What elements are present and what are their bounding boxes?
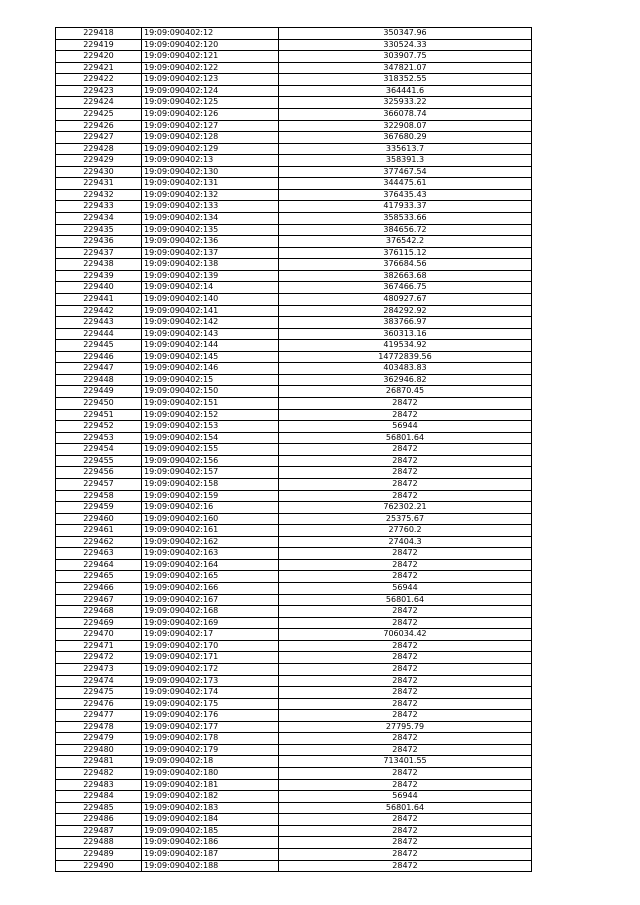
value-cell: 358533.66 <box>279 213 532 225</box>
row-number-cell: 229469 <box>56 617 142 629</box>
cadastral-number-cell: 19:09:090402:129 <box>142 143 279 155</box>
value-cell: 347821.07 <box>279 62 532 74</box>
value-cell: 28472 <box>279 640 532 652</box>
row-number-cell: 229488 <box>56 837 142 849</box>
cadastral-number-cell: 19:09:090402:166 <box>142 583 279 595</box>
row-number-cell: 229467 <box>56 594 142 606</box>
cadastral-number-cell: 19:09:090402:14 <box>142 282 279 294</box>
cadastral-number-cell: 19:09:090402:134 <box>142 213 279 225</box>
row-number-cell: 229436 <box>56 236 142 248</box>
table-row <box>56 768 532 780</box>
table-row <box>56 201 532 213</box>
value-cell: 14772839.56 <box>279 351 532 363</box>
row-number-cell: 229439 <box>56 270 142 282</box>
table-row <box>56 548 532 560</box>
table-row <box>56 710 532 722</box>
table-row <box>56 791 532 803</box>
value-cell: 762302.21 <box>279 502 532 514</box>
cadastral-number-cell: 19:09:090402:170 <box>142 640 279 652</box>
value-cell: 417933.37 <box>279 201 532 213</box>
table-row <box>56 848 532 860</box>
table-row <box>56 559 532 571</box>
cadastral-number-cell: 19:09:090402:121 <box>142 51 279 63</box>
cadastral-number-cell: 19:09:090402:163 <box>142 548 279 560</box>
value-cell: 303907.75 <box>279 51 532 63</box>
value-cell: 27760.2 <box>279 525 532 537</box>
cadastral-number-cell: 19:09:090402:150 <box>142 386 279 398</box>
value-cell: 335613.7 <box>279 143 532 155</box>
row-number-cell: 229482 <box>56 768 142 780</box>
value-cell: 376542.2 <box>279 236 532 248</box>
table-row <box>56 398 532 410</box>
value-cell: 28472 <box>279 848 532 860</box>
cadastral-number-cell: 19:09:090402:172 <box>142 663 279 675</box>
row-number-cell: 229456 <box>56 467 142 479</box>
cadastral-number-cell: 19:09:090402:153 <box>142 421 279 433</box>
value-cell: 713401.55 <box>279 756 532 768</box>
value-cell: 376115.12 <box>279 247 532 259</box>
row-number-cell: 229462 <box>56 536 142 548</box>
table-row <box>56 837 532 849</box>
table-row <box>56 39 532 51</box>
row-number-cell: 229463 <box>56 548 142 560</box>
cadastral-number-cell: 19:09:090402:167 <box>142 594 279 606</box>
table-row <box>56 120 532 132</box>
cadastral-number-cell: 19:09:090402:12 <box>142 28 279 40</box>
cadastral-number-cell: 19:09:090402:135 <box>142 224 279 236</box>
row-number-cell: 229440 <box>56 282 142 294</box>
cadastral-value-table <box>55 27 532 872</box>
cadastral-number-cell: 19:09:090402:178 <box>142 733 279 745</box>
table-row <box>56 432 532 444</box>
cadastral-number-cell: 19:09:090402:182 <box>142 791 279 803</box>
row-number-cell: 229428 <box>56 143 142 155</box>
value-cell: 322908.07 <box>279 120 532 132</box>
cadastral-number-cell: 19:09:090402:188 <box>142 860 279 872</box>
table-row <box>56 340 532 352</box>
table-row <box>56 363 532 375</box>
cadastral-number-cell: 19:09:090402:132 <box>142 189 279 201</box>
row-number-cell: 229490 <box>56 860 142 872</box>
table-row <box>56 374 532 386</box>
row-number-cell: 229445 <box>56 340 142 352</box>
value-cell: 419534.92 <box>279 340 532 352</box>
cadastral-number-cell: 19:09:090402:17 <box>142 629 279 641</box>
table-row <box>56 698 532 710</box>
cadastral-number-cell: 19:09:090402:120 <box>142 39 279 51</box>
value-cell: 56944 <box>279 791 532 803</box>
table-row <box>56 293 532 305</box>
row-number-cell: 229421 <box>56 62 142 74</box>
table-row <box>56 455 532 467</box>
value-cell: 28472 <box>279 744 532 756</box>
cadastral-number-cell: 19:09:090402:174 <box>142 687 279 699</box>
table-row <box>56 825 532 837</box>
cadastral-number-cell: 19:09:090402:186 <box>142 837 279 849</box>
value-cell: 350347.96 <box>279 28 532 40</box>
table-row <box>56 28 532 40</box>
row-number-cell: 229442 <box>56 305 142 317</box>
value-cell: 284292.92 <box>279 305 532 317</box>
row-number-cell: 229458 <box>56 490 142 502</box>
row-number-cell: 229485 <box>56 802 142 814</box>
table-row <box>56 108 532 120</box>
row-number-cell: 229455 <box>56 455 142 467</box>
row-number-cell: 229430 <box>56 166 142 178</box>
row-number-cell: 229478 <box>56 721 142 733</box>
value-cell: 28472 <box>279 698 532 710</box>
table-row <box>56 224 532 236</box>
cadastral-number-cell: 19:09:090402:143 <box>142 328 279 340</box>
row-number-cell: 229446 <box>56 351 142 363</box>
cadastral-number-cell: 19:09:090402:187 <box>142 848 279 860</box>
table-row <box>56 97 532 109</box>
row-number-cell: 229487 <box>56 825 142 837</box>
row-number-cell: 229443 <box>56 317 142 329</box>
table-row <box>56 178 532 190</box>
table-row <box>56 652 532 664</box>
value-cell: 56801.64 <box>279 594 532 606</box>
table-row <box>56 62 532 74</box>
value-cell: 28472 <box>279 733 532 745</box>
table-row <box>56 467 532 479</box>
value-cell: 28472 <box>279 455 532 467</box>
table-row <box>56 502 532 514</box>
value-cell: 56801.64 <box>279 802 532 814</box>
value-cell: 377467.54 <box>279 166 532 178</box>
table-row <box>56 513 532 525</box>
value-cell: 28472 <box>279 571 532 583</box>
row-number-cell: 229423 <box>56 85 142 97</box>
table-row <box>56 733 532 745</box>
table-row <box>56 386 532 398</box>
cadastral-number-cell: 19:09:090402:164 <box>142 559 279 571</box>
row-number-cell: 229460 <box>56 513 142 525</box>
row-number-cell: 229419 <box>56 39 142 51</box>
row-number-cell: 229427 <box>56 132 142 144</box>
table-row <box>56 687 532 699</box>
value-cell: 403483.83 <box>279 363 532 375</box>
value-cell: 56944 <box>279 583 532 595</box>
value-cell: 28472 <box>279 409 532 421</box>
table-row <box>56 721 532 733</box>
cadastral-number-cell: 19:09:090402:165 <box>142 571 279 583</box>
table-row <box>56 328 532 340</box>
table-row <box>56 675 532 687</box>
cadastral-number-cell: 19:09:090402:173 <box>142 675 279 687</box>
value-cell: 367680.29 <box>279 132 532 144</box>
value-cell: 56944 <box>279 421 532 433</box>
value-cell: 28472 <box>279 825 532 837</box>
table-row <box>56 583 532 595</box>
cadastral-number-cell: 19:09:090402:138 <box>142 259 279 271</box>
table-row <box>56 143 532 155</box>
value-cell: 28472 <box>279 444 532 456</box>
table-row <box>56 247 532 259</box>
table-row <box>56 814 532 826</box>
row-number-cell: 229447 <box>56 363 142 375</box>
row-number-cell: 229429 <box>56 155 142 167</box>
table-row <box>56 802 532 814</box>
row-number-cell: 229449 <box>56 386 142 398</box>
cadastral-number-cell: 19:09:090402:18 <box>142 756 279 768</box>
value-cell: 383766.97 <box>279 317 532 329</box>
row-number-cell: 229461 <box>56 525 142 537</box>
cadastral-number-cell: 19:09:090402:140 <box>142 293 279 305</box>
cadastral-number-cell: 19:09:090402:142 <box>142 317 279 329</box>
value-cell: 27795.79 <box>279 721 532 733</box>
row-number-cell: 229465 <box>56 571 142 583</box>
row-number-cell: 229459 <box>56 502 142 514</box>
table-row <box>56 536 532 548</box>
table-row <box>56 444 532 456</box>
value-cell: 28472 <box>279 687 532 699</box>
value-cell: 360313.16 <box>279 328 532 340</box>
value-cell: 28472 <box>279 548 532 560</box>
value-cell: 366078.74 <box>279 108 532 120</box>
row-number-cell: 229432 <box>56 189 142 201</box>
value-cell: 28472 <box>279 779 532 791</box>
cadastral-number-cell: 19:09:090402:122 <box>142 62 279 74</box>
cadastral-number-cell: 19:09:090402:152 <box>142 409 279 421</box>
value-cell: 28472 <box>279 617 532 629</box>
value-cell: 28472 <box>279 606 532 618</box>
value-cell: 28472 <box>279 768 532 780</box>
table-row <box>56 85 532 97</box>
cadastral-number-cell: 19:09:090402:181 <box>142 779 279 791</box>
cadastral-number-cell: 19:09:090402:157 <box>142 467 279 479</box>
cadastral-number-cell: 19:09:090402:128 <box>142 132 279 144</box>
value-cell: 25375.67 <box>279 513 532 525</box>
row-number-cell: 229486 <box>56 814 142 826</box>
cadastral-number-cell: 19:09:090402:183 <box>142 802 279 814</box>
table-row <box>56 259 532 271</box>
row-number-cell: 229437 <box>56 247 142 259</box>
row-number-cell: 229434 <box>56 213 142 225</box>
cadastral-number-cell: 19:09:090402:127 <box>142 120 279 132</box>
row-number-cell: 229453 <box>56 432 142 444</box>
table-row <box>56 409 532 421</box>
row-number-cell: 229454 <box>56 444 142 456</box>
value-cell: 367466.75 <box>279 282 532 294</box>
row-number-cell: 229475 <box>56 687 142 699</box>
value-cell: 376684.56 <box>279 259 532 271</box>
row-number-cell: 229473 <box>56 663 142 675</box>
row-number-cell: 229433 <box>56 201 142 213</box>
cadastral-number-cell: 19:09:090402:139 <box>142 270 279 282</box>
value-cell: 318352.55 <box>279 74 532 86</box>
row-number-cell: 229450 <box>56 398 142 410</box>
row-number-cell: 229466 <box>56 583 142 595</box>
cadastral-number-cell: 19:09:090402:133 <box>142 201 279 213</box>
cadastral-number-cell: 19:09:090402:126 <box>142 108 279 120</box>
table-row <box>56 132 532 144</box>
value-cell: 28472 <box>279 860 532 872</box>
value-cell: 384656.72 <box>279 224 532 236</box>
cadastral-number-cell: 19:09:090402:16 <box>142 502 279 514</box>
table-row <box>56 606 532 618</box>
value-cell: 28472 <box>279 652 532 664</box>
table-row <box>56 282 532 294</box>
value-cell: 28472 <box>279 559 532 571</box>
value-cell: 28472 <box>279 675 532 687</box>
table-row <box>56 478 532 490</box>
row-number-cell: 229472 <box>56 652 142 664</box>
row-number-cell: 229457 <box>56 478 142 490</box>
table-row <box>56 51 532 63</box>
table-row <box>56 166 532 178</box>
row-number-cell: 229477 <box>56 710 142 722</box>
table-row <box>56 744 532 756</box>
cadastral-number-cell: 19:09:090402:180 <box>142 768 279 780</box>
cadastral-number-cell: 19:09:090402:151 <box>142 398 279 410</box>
table-row <box>56 663 532 675</box>
table-row <box>56 74 532 86</box>
cadastral-number-cell: 19:09:090402:146 <box>142 363 279 375</box>
cadastral-number-cell: 19:09:090402:145 <box>142 351 279 363</box>
row-number-cell: 229484 <box>56 791 142 803</box>
row-number-cell: 229452 <box>56 421 142 433</box>
value-cell: 706034.42 <box>279 629 532 641</box>
cadastral-number-cell: 19:09:090402:177 <box>142 721 279 733</box>
row-number-cell: 229418 <box>56 28 142 40</box>
value-cell: 28472 <box>279 663 532 675</box>
row-number-cell: 229471 <box>56 640 142 652</box>
row-number-cell: 229431 <box>56 178 142 190</box>
row-number-cell: 229480 <box>56 744 142 756</box>
cadastral-number-cell: 19:09:090402:160 <box>142 513 279 525</box>
cadastral-number-cell: 19:09:090402:13 <box>142 155 279 167</box>
row-number-cell: 229479 <box>56 733 142 745</box>
table-row <box>56 490 532 502</box>
value-cell: 325933.22 <box>279 97 532 109</box>
table-row <box>56 317 532 329</box>
cadastral-number-cell: 19:09:090402:179 <box>142 744 279 756</box>
cadastral-number-cell: 19:09:090402:169 <box>142 617 279 629</box>
table-row <box>56 525 532 537</box>
value-cell: 28472 <box>279 467 532 479</box>
value-cell: 376435.43 <box>279 189 532 201</box>
value-cell: 362946.82 <box>279 374 532 386</box>
row-number-cell: 229464 <box>56 559 142 571</box>
cadastral-number-cell: 19:09:090402:154 <box>142 432 279 444</box>
value-cell: 26870.45 <box>279 386 532 398</box>
row-number-cell: 229468 <box>56 606 142 618</box>
cadastral-number-cell: 19:09:090402:124 <box>142 85 279 97</box>
value-cell: 480927.67 <box>279 293 532 305</box>
row-number-cell: 229435 <box>56 224 142 236</box>
value-cell: 28472 <box>279 398 532 410</box>
value-cell: 358391.3 <box>279 155 532 167</box>
row-number-cell: 229483 <box>56 779 142 791</box>
row-number-cell: 229451 <box>56 409 142 421</box>
cadastral-number-cell: 19:09:090402:155 <box>142 444 279 456</box>
table-row <box>56 155 532 167</box>
row-number-cell: 229425 <box>56 108 142 120</box>
row-number-cell: 229489 <box>56 848 142 860</box>
cadastral-number-cell: 19:09:090402:168 <box>142 606 279 618</box>
row-number-cell: 229441 <box>56 293 142 305</box>
table-row <box>56 594 532 606</box>
cadastral-number-cell: 19:09:090402:184 <box>142 814 279 826</box>
cadastral-number-cell: 19:09:090402:161 <box>142 525 279 537</box>
table-row <box>56 421 532 433</box>
value-cell: 28472 <box>279 837 532 849</box>
cadastral-number-cell: 19:09:090402:159 <box>142 490 279 502</box>
cadastral-number-cell: 19:09:090402:158 <box>142 478 279 490</box>
cadastral-number-cell: 19:09:090402:130 <box>142 166 279 178</box>
value-cell: 364441.6 <box>279 85 532 97</box>
cadastral-number-cell: 19:09:090402:137 <box>142 247 279 259</box>
cadastral-number-cell: 19:09:090402:123 <box>142 74 279 86</box>
table-row <box>56 629 532 641</box>
table-row <box>56 617 532 629</box>
cadastral-number-cell: 19:09:090402:176 <box>142 710 279 722</box>
table-row <box>56 213 532 225</box>
cadastral-number-cell: 19:09:090402:156 <box>142 455 279 467</box>
value-cell: 28472 <box>279 478 532 490</box>
value-cell: 27404.3 <box>279 536 532 548</box>
cadastral-number-cell: 19:09:090402:141 <box>142 305 279 317</box>
table-row <box>56 305 532 317</box>
value-cell: 28472 <box>279 490 532 502</box>
table-row <box>56 860 532 872</box>
table-body <box>56 28 532 872</box>
value-cell: 330524.33 <box>279 39 532 51</box>
value-cell: 56801.64 <box>279 432 532 444</box>
row-number-cell: 229481 <box>56 756 142 768</box>
row-number-cell: 229426 <box>56 120 142 132</box>
value-cell: 28472 <box>279 710 532 722</box>
row-number-cell: 229448 <box>56 374 142 386</box>
cadastral-number-cell: 19:09:090402:125 <box>142 97 279 109</box>
cadastral-number-cell: 19:09:090402:131 <box>142 178 279 190</box>
cadastral-number-cell: 19:09:090402:136 <box>142 236 279 248</box>
row-number-cell: 229438 <box>56 259 142 271</box>
row-number-cell: 229422 <box>56 74 142 86</box>
row-number-cell: 229444 <box>56 328 142 340</box>
value-cell: 28472 <box>279 814 532 826</box>
cadastral-number-cell: 19:09:090402:171 <box>142 652 279 664</box>
row-number-cell: 229476 <box>56 698 142 710</box>
table-row <box>56 236 532 248</box>
value-cell: 344475.61 <box>279 178 532 190</box>
row-number-cell: 229474 <box>56 675 142 687</box>
value-cell: 382663.68 <box>279 270 532 282</box>
cadastral-number-cell: 19:09:090402:175 <box>142 698 279 710</box>
table-row <box>56 640 532 652</box>
cadastral-number-cell: 19:09:090402:185 <box>142 825 279 837</box>
table-row <box>56 189 532 201</box>
cadastral-number-cell: 19:09:090402:15 <box>142 374 279 386</box>
table-row <box>56 779 532 791</box>
row-number-cell: 229424 <box>56 97 142 109</box>
cadastral-number-cell: 19:09:090402:144 <box>142 340 279 352</box>
cadastral-number-cell: 19:09:090402:162 <box>142 536 279 548</box>
table-row <box>56 270 532 282</box>
table-row <box>56 351 532 363</box>
row-number-cell: 229470 <box>56 629 142 641</box>
row-number-cell: 229420 <box>56 51 142 63</box>
table-row <box>56 756 532 768</box>
table-row <box>56 571 532 583</box>
